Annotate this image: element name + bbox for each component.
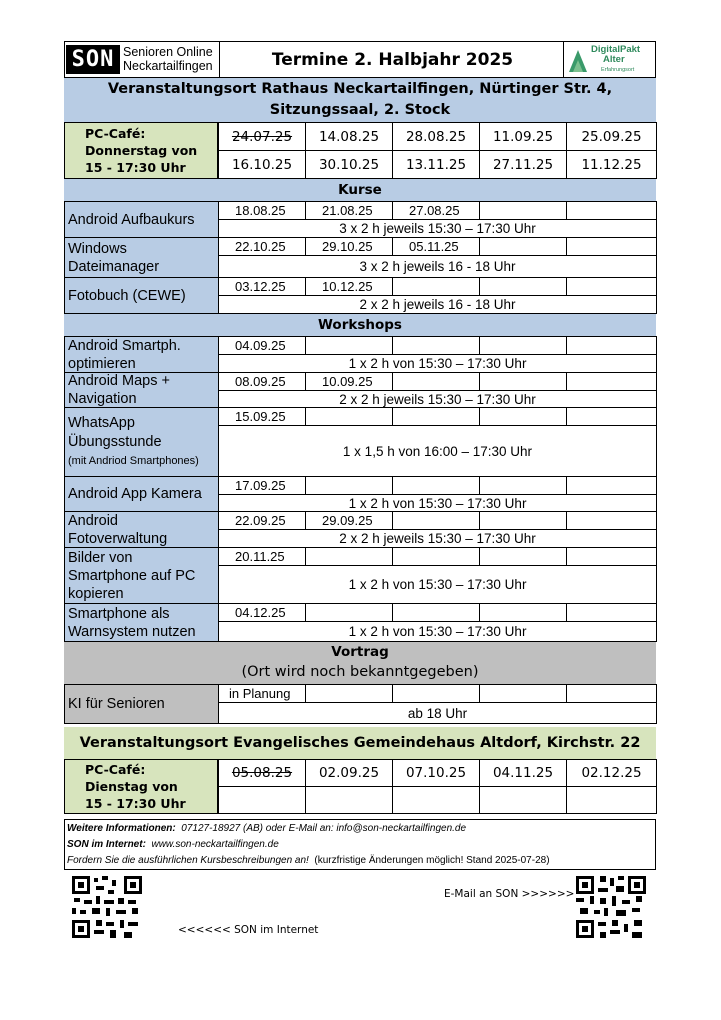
date-cell: 02.09.25 bbox=[305, 759, 393, 787]
pccafe1-dates bbox=[218, 122, 656, 179]
son-logo: SON bbox=[66, 45, 120, 74]
vortrag-name: KI für Senioren bbox=[64, 684, 219, 724]
course-name bbox=[64, 237, 219, 278]
kurse-table bbox=[64, 201, 656, 314]
empty-cell bbox=[566, 336, 657, 355]
course-name-line: Android App Kamera bbox=[68, 486, 202, 502]
date-cell: in Planung bbox=[218, 684, 306, 703]
workshops-table bbox=[64, 336, 656, 642]
workshops-heading: Workshops bbox=[64, 314, 656, 336]
footer-note: Fordern Sie die ausführlichen Kursbeschreibungen an! bbox=[67, 855, 309, 866]
kurse-heading: Kurse bbox=[64, 179, 656, 201]
empty-cell bbox=[566, 786, 657, 814]
date-cell: 21.08.25 bbox=[305, 201, 393, 220]
empty-cell bbox=[392, 277, 480, 296]
empty-cell bbox=[479, 336, 567, 355]
empty-cell bbox=[479, 372, 567, 391]
empty-cell bbox=[305, 407, 393, 426]
date-cell: 07.10.25 bbox=[392, 759, 480, 787]
page-title: Termine 2. Halbjahr 2025 bbox=[271, 49, 514, 70]
empty-cell bbox=[392, 372, 480, 391]
date-cell: 11.12.25 bbox=[566, 150, 657, 179]
empty-cell bbox=[305, 476, 393, 495]
pccafe1-label3: 15 - 17:30 Uhr bbox=[85, 160, 186, 175]
course-name-line: Übungsstunde bbox=[68, 433, 162, 450]
course-info: 3 x 2 h jeweils 15:30 – 17:30 Uhr bbox=[218, 219, 657, 238]
empty-cell bbox=[479, 237, 567, 256]
date-cell: 08.09.25 bbox=[218, 372, 306, 391]
course-info: 1 x 2 h von 15:30 – 17:30 Uhr bbox=[218, 494, 657, 512]
header-bar bbox=[64, 41, 656, 78]
empty-cell bbox=[305, 684, 393, 703]
date-cell: 04.12.25 bbox=[218, 603, 306, 622]
pccafe2-label bbox=[64, 759, 218, 814]
date-cell: 16.10.25 bbox=[218, 150, 306, 179]
course-name-line: Android bbox=[68, 512, 118, 529]
course-name-line: kopieren bbox=[68, 585, 124, 602]
course-name-line: WhatsApp bbox=[68, 414, 135, 431]
course-info: 1 x 2 h von 15:30 – 17:30 Uhr bbox=[218, 621, 657, 642]
course-name-line: optimieren bbox=[68, 355, 136, 372]
empty-cell bbox=[305, 336, 393, 355]
empty-cell bbox=[305, 786, 393, 814]
info-text: 07127-18927 (AB) oder E-Mail an: info@son-neckartailfingen.de bbox=[181, 823, 467, 834]
empty-cell bbox=[479, 476, 567, 495]
date-cell: 20.11.25 bbox=[218, 547, 306, 566]
date-cell: 30.10.25 bbox=[305, 150, 393, 179]
empty-cell bbox=[305, 603, 393, 622]
venue1-banner bbox=[64, 78, 656, 122]
empty-cell bbox=[566, 684, 657, 703]
course-info: 2 x 2 h jeweils 15:30 – 17:30 Uhr bbox=[218, 529, 657, 548]
empty-cell bbox=[392, 603, 480, 622]
empty-cell bbox=[479, 603, 567, 622]
venue1-line1: Veranstaltungsort Rathaus Neckartailfingen, Nürtinger Str. 4, bbox=[107, 81, 613, 97]
course-name-line: Smartphone als bbox=[68, 605, 170, 622]
empty-cell bbox=[218, 786, 306, 814]
qr-code-email[interactable] bbox=[576, 876, 646, 938]
web-caption: <<<<<< SON im Internet bbox=[178, 924, 319, 936]
course-name-line: (mit Andriod Smartphones) bbox=[68, 454, 199, 467]
vortrag-heading: Vortrag bbox=[331, 644, 389, 660]
empty-cell bbox=[392, 684, 480, 703]
course-info: 1 x 2 h von 15:30 – 17:30 Uhr bbox=[218, 565, 657, 604]
empty-cell bbox=[566, 476, 657, 495]
empty-cell bbox=[479, 407, 567, 426]
empty-cell bbox=[392, 407, 480, 426]
vortrag-info: ab 18 Uhr bbox=[218, 702, 657, 724]
empty-cell bbox=[305, 547, 393, 566]
empty-cell bbox=[566, 603, 657, 622]
empty-cell bbox=[566, 372, 657, 391]
date-cell: 29.10.25 bbox=[305, 237, 393, 256]
course-name-line: Navigation bbox=[68, 391, 137, 407]
empty-cell bbox=[566, 201, 657, 220]
course-name bbox=[64, 277, 219, 314]
date-cell: 03.12.25 bbox=[218, 277, 306, 296]
empty-cell bbox=[392, 511, 480, 530]
empty-cell bbox=[479, 277, 567, 296]
pccafe1-label1: PC-Café: bbox=[85, 126, 146, 141]
email-caption: E-Mail an SON >>>>>> bbox=[444, 888, 575, 900]
course-info: 3 x 2 h jeweils 16 - 18 Uhr bbox=[218, 255, 657, 278]
course-name bbox=[64, 547, 219, 604]
pccafe1-label2: Donnerstag von bbox=[85, 143, 198, 158]
date-cell: 10.09.25 bbox=[305, 372, 393, 391]
date-cell: 29.09.25 bbox=[305, 511, 393, 530]
empty-cell bbox=[566, 407, 657, 426]
empty-cell bbox=[566, 277, 657, 296]
course-info: 2 x 2 h jeweils 16 - 18 Uhr bbox=[218, 295, 657, 314]
org-name-line1: Senioren Online bbox=[123, 45, 213, 59]
date-cell: 25.09.25 bbox=[566, 122, 657, 151]
empty-cell bbox=[479, 201, 567, 220]
course-name-line: Fotobuch (CEWE) bbox=[68, 287, 186, 304]
venue2-banner: Veranstaltungsort Evangelisches Gemeindehaus Altdorf, Kirchstr. 22 bbox=[64, 727, 656, 759]
course-name bbox=[64, 476, 219, 512]
date-cell: 05.08.25 bbox=[218, 759, 306, 787]
org-name-line2: Neckartailfingen bbox=[123, 59, 213, 73]
date-cell: 02.12.25 bbox=[566, 759, 657, 787]
empty-cell bbox=[479, 684, 567, 703]
date-cell: 13.11.25 bbox=[392, 150, 480, 179]
date-cell: 15.09.25 bbox=[218, 407, 306, 426]
course-name bbox=[64, 336, 219, 373]
digitalpakt-logo bbox=[567, 44, 653, 76]
course-name-line: Smartphone auf PC bbox=[68, 567, 196, 584]
course-name bbox=[64, 407, 219, 477]
partner-line1: DigitalPakt bbox=[591, 44, 641, 55]
date-cell: 22.09.25 bbox=[218, 511, 306, 530]
org-name bbox=[123, 45, 218, 75]
course-name-line: Android Aufbaukurs bbox=[68, 211, 195, 228]
vortrag-table bbox=[64, 684, 656, 724]
date-cell: 04.09.25 bbox=[218, 336, 306, 355]
course-name-line: Warnsystem nutzen bbox=[68, 623, 196, 640]
course-name bbox=[64, 511, 219, 548]
footer-note2: (kurzfristige Änderungen möglich! Stand 2025-07-28) bbox=[314, 855, 550, 866]
footer-info bbox=[64, 819, 656, 870]
partner-line3: Erfahrungsort bbox=[601, 67, 635, 73]
date-cell: 05.11.25 bbox=[392, 237, 480, 256]
date-cell: 14.08.25 bbox=[305, 122, 393, 151]
course-info: 2 x 2 h jeweils 15:30 – 17:30 Uhr bbox=[218, 390, 657, 408]
date-cell: 27.08.25 bbox=[392, 201, 480, 220]
course-name-line: Bilder von bbox=[68, 549, 133, 566]
empty-cell bbox=[392, 547, 480, 566]
date-cell: 04.11.25 bbox=[479, 759, 567, 787]
venue1-line2: Sitzungssaal, 2. Stock bbox=[269, 102, 451, 118]
vortrag-subheading: (Ort wird noch bekanntgegeben) bbox=[241, 664, 479, 680]
date-cell: 28.08.25 bbox=[392, 122, 480, 151]
date-cell: 17.09.25 bbox=[218, 476, 306, 495]
pccafe2-dates bbox=[218, 759, 656, 814]
course-name-line: Android Smartph. bbox=[68, 337, 181, 354]
empty-cell bbox=[392, 336, 480, 355]
date-cell: 27.11.25 bbox=[479, 150, 567, 179]
info-label: Weitere Informationen: bbox=[67, 823, 176, 834]
empty-cell bbox=[479, 511, 567, 530]
web-link[interactable]: www.son-neckartailfingen.de bbox=[151, 839, 279, 850]
course-name bbox=[64, 372, 219, 408]
pccafe1-label bbox=[64, 122, 218, 179]
empty-cell bbox=[392, 786, 480, 814]
date-cell: 11.09.25 bbox=[479, 122, 567, 151]
empty-cell bbox=[479, 786, 567, 814]
empty-cell bbox=[566, 547, 657, 566]
pccafe2-label1: PC-Café: bbox=[85, 762, 146, 777]
empty-cell bbox=[566, 511, 657, 530]
qr-code-website[interactable] bbox=[72, 876, 142, 938]
course-name-line: Fotoverwaltung bbox=[68, 530, 168, 547]
pccafe2-label3: 15 - 17:30 Uhr bbox=[85, 796, 186, 811]
partner-line2: Alter bbox=[603, 54, 625, 65]
digitalpakt-icon bbox=[567, 46, 589, 74]
date-cell: 10.12.25 bbox=[305, 277, 393, 296]
course-name-line: Dateimanager bbox=[68, 258, 160, 275]
course-name bbox=[64, 603, 219, 642]
empty-cell bbox=[479, 547, 567, 566]
empty-cell bbox=[392, 476, 480, 495]
pccafe2-label2: Dienstag von bbox=[85, 779, 178, 794]
date-cell: 22.10.25 bbox=[218, 237, 306, 256]
web-label: SON im Internet: bbox=[67, 839, 146, 850]
course-name bbox=[64, 201, 219, 238]
course-info: 1 x 2 h von 15:30 – 17:30 Uhr bbox=[218, 354, 657, 373]
date-cell: 24.07.25 bbox=[218, 122, 306, 151]
course-info: 1 x 1,5 h von 16:00 – 17:30 Uhr bbox=[218, 425, 657, 477]
course-name-line: Windows bbox=[68, 240, 127, 257]
vortrag-banner bbox=[64, 642, 656, 684]
empty-cell bbox=[566, 237, 657, 256]
course-name-line: Android Maps + bbox=[68, 373, 170, 389]
date-cell: 18.08.25 bbox=[218, 201, 306, 220]
